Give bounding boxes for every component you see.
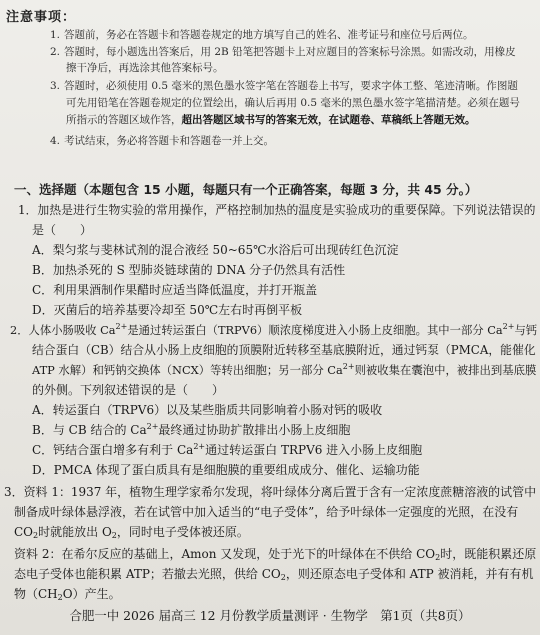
superscript: 2+ [146, 422, 159, 431]
text-run: 最终通过协助扩散排出小肠上皮细胞 [158, 423, 351, 437]
text-run: 物（CH [14, 587, 58, 601]
text-run: 资料 2：在希尔反应的基础上，Amon 又发现，处于光下的叶绿体在不供给 CO [14, 547, 436, 561]
q2-stem-line-2: 结合蛋白（CB）结合从小肠上皮细胞的顶膜附近转移至基底膜附近，通过钙泵（PMCA，能催化 [32, 343, 536, 357]
note-emphasis: 超出答题区域书写的答案无效，在试题卷、草稿纸上答题无效。 [181, 114, 476, 126]
q3-material-2-line-3 [14, 584, 121, 604]
note-text: 所指示的答题区域作答， [66, 114, 182, 126]
q2-stem-line-4: 的外侧。下列叙述错误的是（ ） [32, 383, 225, 397]
text-run: 时就能放出 O [38, 525, 112, 539]
text-run: ，则还原态电子受体和 ATP 被消耗，并有有机 [285, 567, 534, 581]
q1-stem-cont: 是（ ） [32, 223, 93, 237]
note-number: 2. [50, 46, 61, 58]
text-run: CO [14, 525, 34, 539]
note-4 [50, 134, 274, 148]
q1-option-b: B．加热杀死的 S 型肺炎链球菌的 DNA 分子仍然具有活性 [32, 263, 346, 277]
text-run: 2．人体小肠吸收 Ca [10, 323, 116, 337]
superscript: 2+ [342, 362, 355, 371]
note-2-line-1 [50, 45, 516, 59]
note-text: 答题时，每小题选出答案后，用 2B 铅笔把答题卡上对应题目的答案标号涂黑。如需改动，用橡皮 [64, 46, 516, 58]
text-run: 态电子受体也能积累 ATP；若撤去光照，供给 CO [14, 567, 281, 581]
text-run: 通过转运蛋白 TRPV6 进入小肠上皮细胞 [205, 443, 423, 457]
subscript: 2 [280, 573, 286, 582]
q1-option-a: A．梨匀浆与斐林试剂的混合液经 50~65℃水浴后可出现砖红色沉淀 [32, 243, 399, 257]
q2-option-c [32, 440, 422, 460]
subscript: 2 [33, 531, 39, 540]
note-number: 4. [50, 135, 61, 147]
note-text: 考试结束，务必将答题卡和答题卷一并上交。 [64, 135, 275, 147]
text-run: ATP 水解）和钙钠交换体（NCX）等转出细胞；另一部分 Ca [32, 363, 343, 377]
notes-title: 注意事项： [6, 10, 77, 25]
note-3-line-2: 可先用铅笔在答题卷规定的位置绘出，确认后再用 0.5 毫米的黑色墨水签字笔描清楚。必须在题号 [66, 97, 520, 109]
note-3-line-3 [66, 113, 476, 127]
note-3-line-1 [50, 79, 518, 93]
note-number: 1. [50, 29, 61, 41]
text-run: 则被收集在囊泡中，被排出到基底膜 [354, 363, 537, 377]
q2-stem-line-1 [10, 320, 537, 340]
text-run: ，同时电子受体被还原。 [116, 525, 249, 539]
text-run: O）产生。 [62, 587, 121, 601]
note-1 [50, 28, 474, 42]
q2-option-d: D．PMCA 体现了蛋白质具有是细胞膜的重要组成成分、催化、运输功能 [32, 463, 420, 477]
subscript: 2 [57, 593, 63, 602]
q3-material-1-line-3 [14, 522, 249, 542]
note-2-line-2: 擦干净后，再选涂其他答案标号。 [66, 62, 224, 74]
superscript: 2+ [193, 442, 206, 451]
note-text: 答题时，必须使用 0.5 毫米的黑色墨水签字笔在答题卷上书写，要求字体工整、笔迹清晰。作图题 [64, 80, 518, 92]
text-run: 与钙 [514, 323, 538, 337]
subscript: 2 [111, 531, 117, 540]
q1-stem: 1．加热是进行生物实验的常用操作，严格控制加热的温度是实验成功的重要保障。下列说法错误的 [18, 203, 536, 217]
note-text: 答题前，务必在答题卡和答题卷规定的地方填写自己的姓名、准考证号和座位号后两位。 [64, 29, 474, 41]
text-run: 是通过转运蛋白（TRPV6）顺浓度梯度进入小肠上皮细胞。其中一部分 Ca [127, 323, 503, 337]
q3-material-1-line-1: 3．资料 1：1937 年，植物生理学家希尔发现，将叶绿体分离后置于含有一定浓度蔗糖溶液的试管中 [4, 485, 537, 499]
q1-option-d: D．灭菌后的培养基要冷却至 50℃左右时再倒平板 [32, 303, 303, 317]
q2-stem-line-3 [32, 360, 536, 380]
superscript: 2+ [115, 322, 128, 331]
page-footer: 合肥一中 2026 届高三 12 月份教学质量测评 · 生物学 第1页（共8页） [69, 608, 471, 623]
q3-material-1-line-2: 制备成叶绿体悬浮液，若在试管中加入适当的“电子受体”，给予叶绿体一定强度的光照，在没有 [14, 505, 519, 519]
text-run: C．钙结合蛋白增多有利于 Ca [32, 443, 194, 457]
q1-option-c: C．利用果酒制作果醋时应适当降低温度，并打开瓶盖 [32, 283, 318, 297]
subscript: 2 [435, 553, 441, 562]
superscript: 2+ [502, 322, 515, 331]
section-title: 一、选择题（本题包含 15 小题，每题只有一个正确答案，每题 3 分，共 45 分。） [14, 182, 478, 197]
note-number: 3. [50, 80, 61, 92]
text-run: 时，既能积累还原 [440, 547, 537, 561]
q2-option-a: A．转运蛋白（TRPV6）以及某些脂质共同影响着小肠对钙的吸收 [32, 403, 383, 417]
text-run: B．与 CB 结合的 Ca [32, 423, 147, 437]
q3-material-2-line-1 [14, 544, 536, 564]
q2-option-b [32, 420, 350, 440]
q3-material-2-line-2 [14, 564, 534, 584]
